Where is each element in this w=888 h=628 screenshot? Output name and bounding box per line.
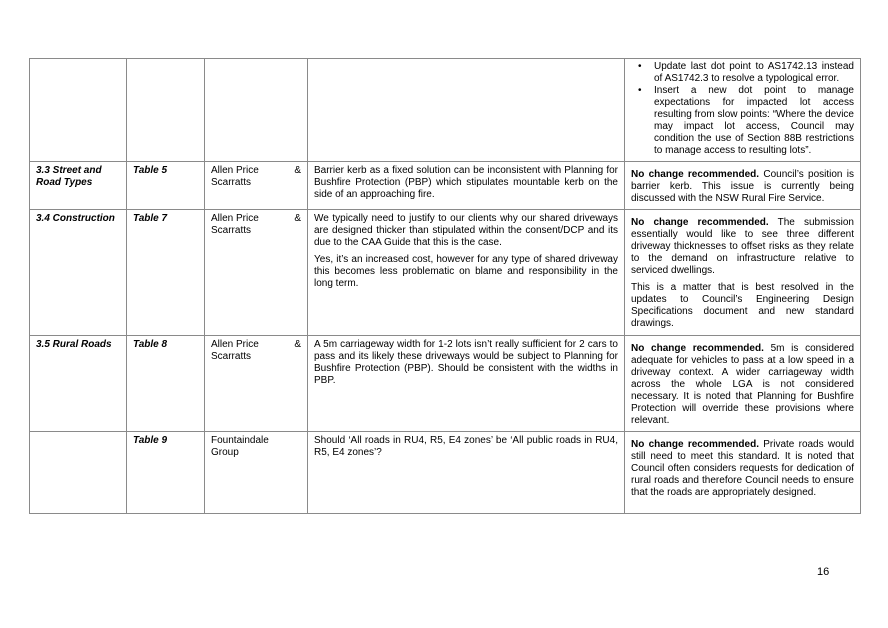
submitter-name: Allen Price [211,165,259,176]
section-cell [30,432,127,514]
recommendation-label: No change recommended. [631,217,769,228]
recommendation-label: No change recommended. [631,439,759,450]
submitter-name: Allen Price [211,339,259,350]
submitter-name-line2: Scarratts [211,225,252,236]
table-row [30,210,861,336]
section-cell: 3.5 Rural Roads [30,336,127,432]
bullet-icon: • [638,61,642,72]
response-paragraph: No change recommended. The submission essentially would like to see three different driveway thicknesses to offset risks as they relate to the demand on infrastructure relative to serviced dwellings. [631,217,854,276]
table-row [30,162,861,210]
submitter-cell [205,432,308,514]
table-ref-cell: Table 5 [127,162,205,210]
comment-paragraph: We typically need to justify to our clients why our shared driveways are designed thicker than stipulated within the consent/DCP and its due to the CAA Guide that this is the case. [314,213,618,248]
submitter-name-line2: Group [211,447,239,458]
submitter-name: Allen Price [211,213,259,224]
comment-paragraph: Should ‘All roads in RU4, R5, E4 zones’ be ‘All public roads in RU4, R5, E4 zones’? [314,435,618,458]
section-cell [30,59,127,162]
comment-cell [308,336,625,432]
response-paragraph: No change recommended. Council’s position is barrier kerb. This issue is currently being discussed with the NSW Rural Fire Service. [631,169,855,204]
bullet-item: • Update last dot point to AS1742.13 instead of AS1742.3 to resolve a typological error. [638,61,854,84]
bullet-item: • Insert a new dot point to manage expectations for impacted lot access resulting from slow points: “Where the device may impact lot access, Council may condition the use of Section 88B restrictions to manage access to resulting lots”. [638,85,854,156]
submitter-name: Fountaindale [211,435,269,446]
response-paragraph: No change recommended. Private roads would still need to meet this standard. It is noted that Council often considers requests for dedication of rural roads and therefore Council needs to ensure that the roads are appropriately designed. [631,439,855,498]
comment-cell [308,432,625,514]
submitter-name-line2: Scarratts [211,351,252,362]
table-row [30,59,861,162]
submitter-cell [205,336,308,432]
response-cell [625,336,861,432]
bullet-icon: • [638,85,642,96]
response-paragraph: No change recommended. 5m is considered adequate for vehicles to pass at a low speed in a driveway context. A wider carriageway width across the whole LGA is not considered necessary. It is noted that Planning for Bushfire Protection will override these provisions where relevant. [631,343,855,426]
submissions-table [29,58,861,514]
table-ref-cell: Table 8 [127,336,205,432]
submitter-cell [205,210,308,336]
table-ref-cell: Table 9 [127,432,205,514]
response-bullet-list [631,61,854,157]
table-ref-cell: Table 7 [127,210,205,336]
response-cell [625,59,861,162]
submitter-amp: & [294,339,301,350]
page-number: 16 [817,566,830,578]
response-cell [625,432,861,514]
section-cell: 3.4 Construction [30,210,127,336]
comment-cell [308,162,625,210]
comment-paragraph: A 5m carriageway width for 1-2 lots isn’t really sufficient for 2 cars to pass and its likely these driveways would be subject to Planning for Bushfire Protection (PBP). Should be consistent with the widths in PBP. [314,339,618,386]
submitter-amp: & [294,213,301,224]
table-row [30,336,861,432]
table-ref-cell [127,59,205,162]
comment-cell [308,59,625,162]
submitter-amp: & [294,165,301,176]
comment-paragraph: Yes, it’s an increased cost, however for any type of shared driveway this becomes less problematic on blame and responsibility in the long term. [314,254,618,289]
comment-cell [308,210,625,336]
section-cell: 3.3 Street and Road Types [30,162,127,210]
table-row [30,432,861,514]
submitter-cell [205,59,308,162]
response-paragraph: This is a matter that is best resolved in the updates to Council’s Engineering Design Specifications document and new standard drawings. [631,282,854,329]
submitter-name-line2: Scarratts [211,177,252,188]
response-cell [625,162,861,210]
response-cell [625,210,861,336]
recommendation-label: No change recommended. [631,343,764,354]
comment-paragraph: Barrier kerb as a fixed solution can be inconsistent with Planning for Bushfire Protection (PBP) which stipulates mountable kerb on the side of an approaching fire. [314,165,618,200]
recommendation-label: No change recommended. [631,169,760,180]
submitter-cell [205,162,308,210]
